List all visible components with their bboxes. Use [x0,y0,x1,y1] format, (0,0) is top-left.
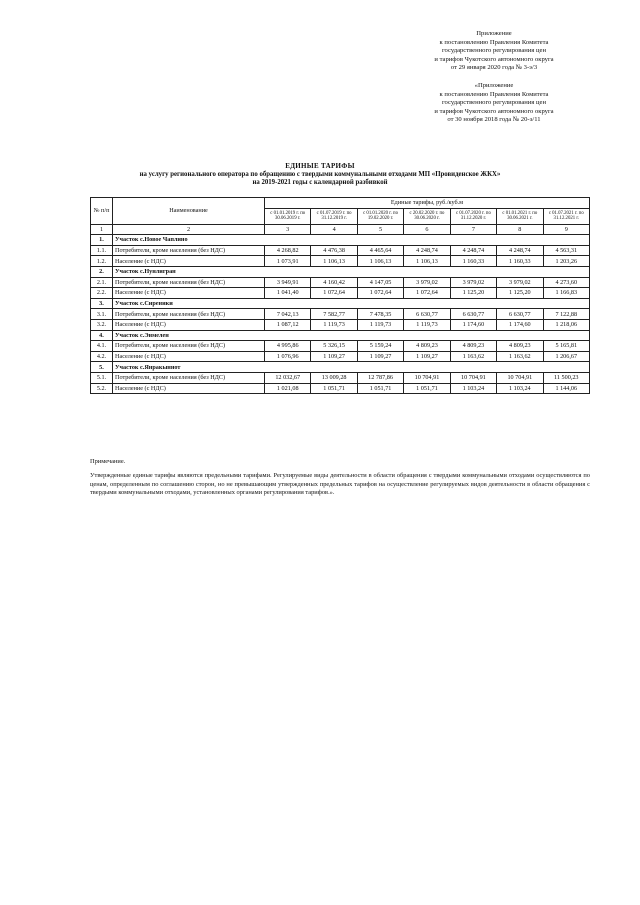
row-number: 5. [91,362,113,373]
tariff-value: 4 809,23 [404,341,450,352]
row-number: 3. [91,298,113,309]
tariff-value: 4 809,23 [497,341,543,352]
tariff-value: 4 476,38 [311,245,357,256]
table-row [91,288,590,299]
column-number: 8 [497,224,543,235]
tariff-value: 4 809,23 [450,341,496,352]
appendix-line: к постановлению Правления Комитета [439,90,549,98]
column-number: 2 [113,224,265,235]
tariff-value: 1 125,20 [450,288,496,299]
tariff-value: 1 109,27 [311,351,357,362]
section-name: Участок с.Новое Чаплино [113,235,590,246]
tariff-value: 5 326,15 [311,341,357,352]
column-numbers-row [91,224,590,235]
tariff-value: 5 165,81 [543,341,589,352]
appendix-line: «Приложение [474,81,514,89]
header-period: с 01.01.2021 г. по 30.06.2021 г. [497,208,543,224]
tariff-value: 1 106,13 [404,256,450,267]
tariff-value: 1 103,24 [497,383,543,394]
tariff-value: 11 500,23 [543,372,589,383]
tariff-value: 1 166,83 [543,288,589,299]
tariff-value: 1 174,60 [450,319,496,330]
section-row [91,362,590,373]
tariff-value: 1 119,73 [404,319,450,330]
tariff-value: 7 582,77 [311,309,357,320]
tariff-value: 1 106,13 [357,256,403,267]
tariff-value: 4 160,42 [311,277,357,288]
section-row [91,298,590,309]
section-name: Участок с.Янракыннот [113,362,590,373]
section-name: Участок с.Энмелен [113,330,590,341]
tariff-value: 1 051,71 [311,383,357,394]
tariff-value: 1 163,62 [450,351,496,362]
tariff-value: 12 787,86 [357,372,403,383]
tariff-value: 1 218,06 [543,319,589,330]
table-row [91,309,590,320]
tariff-value: 4 248,74 [497,245,543,256]
column-number: 1 [91,224,113,235]
tariff-value: 7 042,13 [265,309,311,320]
table-row [91,372,590,383]
row-number: 1.1. [91,245,113,256]
header-period: с 01.07.2019 г. по 31.12.2019 г. [311,208,357,224]
row-name: Потребители, кроме населения (без НДС) [113,309,265,320]
tariff-value: 4 465,64 [357,245,403,256]
tariff-value: 1 076,96 [265,351,311,362]
appendix-line: и тарифов Чукотского автономного округа [434,55,554,63]
title-line: на услугу регионального оператора по обращению с твердыми коммунальными отходами МП «Провиденское ЖКХ» [139,170,501,178]
header-tariff-group: Единые тарифы, руб./куб.м [265,198,590,209]
column-number: 9 [543,224,589,235]
tariff-value: 1 109,27 [357,351,403,362]
row-number: 2.2. [91,288,113,299]
row-name: Население (с НДС) [113,256,265,267]
header-period: с 01.07.2020 г. по 31.12.2020 г. [450,208,496,224]
header-period: с 01.01.2020 г. по 19.02.2020 г. [357,208,403,224]
tariff-value: 1 041,40 [265,288,311,299]
header-period: с 01.07.2021 г. по 31.12.2021 г. [543,208,589,224]
appendix-line: государственного регулирования цен [442,47,546,55]
tariff-value: 1 160,33 [497,256,543,267]
column-number: 5 [357,224,403,235]
appendix-line: к постановлению Правления Комитета [439,38,549,46]
tariff-value: 3 949,91 [265,277,311,288]
appendix-line: от 29 января 2020 года № 3-э/3 [450,64,538,72]
row-name: Население (с НДС) [113,288,265,299]
tariff-value: 1 119,73 [311,319,357,330]
section-name: Участок с.Нунлигран [113,266,590,277]
tariff-value: 1 072,64 [311,288,357,299]
tariff-value: 5 159,24 [357,341,403,352]
column-number: 3 [265,224,311,235]
tariff-value: 1 021,08 [265,383,311,394]
appendix-line: государственного регулирования цен [442,99,546,107]
tariff-value: 1 109,27 [404,351,450,362]
row-number: 3.2. [91,319,113,330]
appendix-line: от 30 ноября 2018 года № 20-э/11 [447,116,541,124]
column-number: 4 [311,224,357,235]
tariff-value: 3 979,02 [404,277,450,288]
tariff-value: 6 630,77 [497,309,543,320]
tariff-value: 1 163,62 [497,351,543,362]
tariff-value: 10 704,91 [497,372,543,383]
row-name: Потребители, кроме населения (без НДС) [113,372,265,383]
document-title [80,162,560,188]
tariff-value: 4 273,60 [543,277,589,288]
header-num: № п/п [91,198,113,225]
tariff-value: 1 103,24 [450,383,496,394]
tariff-value: 1 206,67 [543,351,589,362]
section-row [91,266,590,277]
row-name: Потребители, кроме населения (без НДС) [113,245,265,256]
tariff-value: 1 160,33 [450,256,496,267]
row-name: Население (с НДС) [113,383,265,394]
tariff-value: 1 174,60 [497,319,543,330]
row-name: Потребители, кроме населения (без НДС) [113,341,265,352]
table-row [91,351,590,362]
row-number: 2.1. [91,277,113,288]
table-row [91,341,590,352]
tariff-value: 4 248,74 [404,245,450,256]
row-number: 5.1. [91,372,113,383]
row-number: 1.2. [91,256,113,267]
title-line: на 2019-2021 годы с календарной разбивкой [252,179,388,187]
table-row [91,245,590,256]
row-number: 1. [91,235,113,246]
tariff-value: 1 072,64 [404,288,450,299]
tariff-value: 4 147,05 [357,277,403,288]
tariff-value: 1 072,64 [357,288,403,299]
row-number: 2. [91,266,113,277]
tariff-value: 1 144,06 [543,383,589,394]
row-number: 5.2. [91,383,113,394]
table-row [91,383,590,394]
row-name: Население (с НДС) [113,351,265,362]
tariff-value: 1 106,13 [311,256,357,267]
tariff-value: 6 630,77 [450,309,496,320]
title-main: ЕДИНЫЕ ТАРИФЫ [285,162,355,170]
tariff-value: 12 032,67 [265,372,311,383]
tariff-value: 6 630,77 [404,309,450,320]
section-name: Участок с.Сиреники [113,298,590,309]
appendix-line: и тарифов Чукотского автономного округа [434,107,554,115]
row-number: 4. [91,330,113,341]
appendix-block [394,30,594,125]
tariff-value: 1 073,91 [265,256,311,267]
row-number: 3.1. [91,309,113,320]
tariff-value: 10 704,91 [450,372,496,383]
tariff-value: 4 248,74 [450,245,496,256]
note-text: Утвержденные единые тарифы являются предельными тарифами. Регулируемые виды деятельности в области обращения с твердыми коммунальными отходами осуществляются по ценам, определенным по соглашению сторон, но не превышающим утвержденных предельных тарифов на осуществление регулируемых видов деятельности в области обращения с твердыми коммунальными отходами, установленных органами регулирования тарифов.». [90,472,590,497]
tariff-value: 4 995,86 [265,341,311,352]
tariff-value: 1 051,71 [404,383,450,394]
tariff-value: 7 478,35 [357,309,403,320]
header-name: Наименование [113,198,265,225]
column-number: 7 [450,224,496,235]
column-number: 6 [404,224,450,235]
tariff-value: 10 704,91 [404,372,450,383]
tariff-value: 3 979,02 [497,277,543,288]
table-row [91,319,590,330]
tariff-value: 13 009,28 [311,372,357,383]
tariff-value: 7 122,88 [543,309,589,320]
header-period: с 20.02.2020 г. по 30.06.2020 г. [404,208,450,224]
tariff-value: 1 119,73 [357,319,403,330]
tariff-value: 4 563,31 [543,245,589,256]
table-row [91,277,590,288]
row-number: 4.2. [91,351,113,362]
tariff-value: 1 203,26 [543,256,589,267]
section-row [91,330,590,341]
tariff-value: 1 125,20 [497,288,543,299]
tariff-table [90,197,590,394]
tariff-value: 1 051,71 [357,383,403,394]
header-period: с 01.01.2019 г. по 30.06.2019 г. [265,208,311,224]
section-row [91,235,590,246]
tariff-value: 1 087,12 [265,319,311,330]
appendix-line: Приложение [476,30,512,37]
row-number: 4.1. [91,341,113,352]
table-row [91,256,590,267]
row-name: Население (с НДС) [113,319,265,330]
note-label: Примечание. [90,458,126,465]
tariff-value: 3 979,02 [450,277,496,288]
row-name: Потребители, кроме населения (без НДС) [113,277,265,288]
tariff-value: 4 268,82 [265,245,311,256]
